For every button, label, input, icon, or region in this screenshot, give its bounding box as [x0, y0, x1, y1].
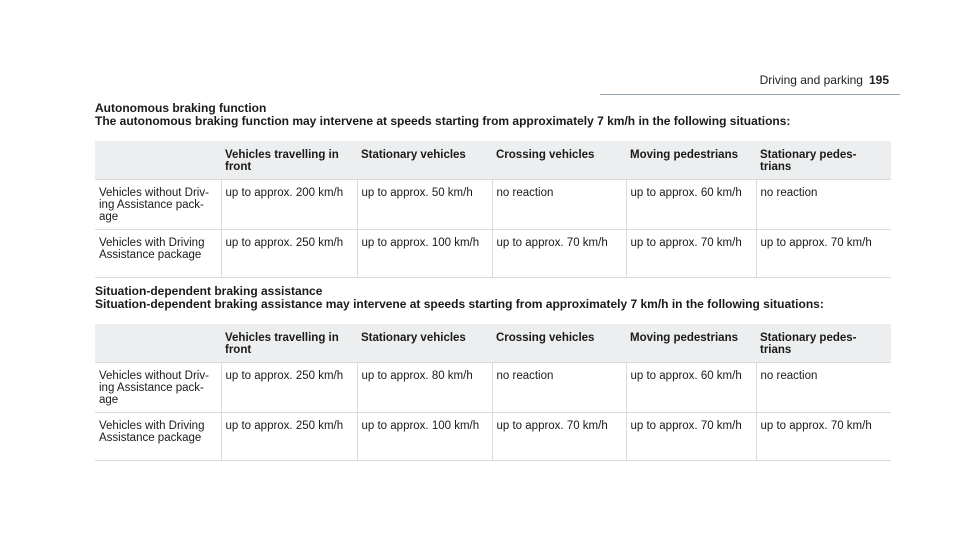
page-number: 195 [868, 73, 889, 87]
page-header [760, 73, 889, 87]
table-row [95, 363, 891, 413]
column-header: Stationary vehicles [357, 141, 492, 180]
table-row [95, 230, 891, 278]
section-autonomous-braking [95, 102, 891, 278]
table-cell: Vehicles without Driv-ing Assistance pack-age [95, 180, 221, 230]
column-header: Vehicles travelling in front [221, 141, 357, 180]
table-cell: no reaction [492, 180, 626, 230]
column-header: Crossing vehicles [492, 324, 626, 363]
table-cell: up to approx. 70 km/h [626, 230, 756, 278]
section-title: Autonomous braking function [95, 101, 267, 115]
table-cell: up to approx. 70 km/h [756, 413, 891, 461]
table-cell: up to approx. 200 km/h [221, 180, 357, 230]
table-cell: no reaction [756, 363, 891, 413]
table-cell: up to approx. 250 km/h [221, 413, 357, 461]
table-cell: up to approx. 70 km/h [492, 230, 626, 278]
section-title: Situation-dependent braking assistance [95, 284, 323, 298]
column-header: Stationary pedes-trians [756, 324, 891, 363]
table-cell: up to approx. 80 km/h [357, 363, 492, 413]
table-row [95, 180, 891, 230]
table-cell: Vehicles with Driving Assistance package [95, 230, 221, 278]
table-header-row [95, 324, 891, 363]
column-header: Stationary pedes-trians [756, 141, 891, 180]
table-cell: Vehicles with Driving Assistance package [95, 413, 221, 461]
column-header: Crossing vehicles [492, 141, 626, 180]
speed-table [95, 141, 891, 278]
table-cell: up to approx. 50 km/h [357, 180, 492, 230]
table-cell: Vehicles without Driv-ing Assistance pack-age [95, 363, 221, 413]
section-intro: The autonomous braking function may intervene at speeds starting from approximately 7 km/h in the following situations: [95, 114, 791, 128]
column-header: Stationary vehicles [357, 324, 492, 363]
table-cell: up to approx. 60 km/h [626, 363, 756, 413]
column-header: Moving pedestrians [626, 141, 756, 180]
table-cell: up to approx. 70 km/h [492, 413, 626, 461]
table-cell: up to approx. 100 km/h [357, 230, 492, 278]
speed-table [95, 324, 891, 461]
column-header: Moving pedestrians [626, 324, 756, 363]
page-header-title: Driving and parking [759, 73, 863, 87]
table-cell: up to approx. 250 km/h [221, 230, 357, 278]
section-situation-braking [95, 285, 891, 461]
table-cell: no reaction [756, 180, 891, 230]
table-cell: up to approx. 70 km/h [626, 413, 756, 461]
column-header: Vehicles travelling in front [221, 324, 357, 363]
header-rule [600, 94, 900, 95]
table-cell: up to approx. 100 km/h [357, 413, 492, 461]
section-intro: Situation-dependent braking assistance may intervene at speeds starting from approximately 7 km/h in the following situations: [95, 297, 824, 311]
column-header [95, 324, 221, 363]
column-header [95, 141, 221, 180]
table-cell: up to approx. 60 km/h [626, 180, 756, 230]
table-row [95, 413, 891, 461]
table-cell: up to approx. 250 km/h [221, 363, 357, 413]
table-cell: no reaction [492, 363, 626, 413]
table-cell: up to approx. 70 km/h [756, 230, 891, 278]
table-header-row [95, 141, 891, 180]
